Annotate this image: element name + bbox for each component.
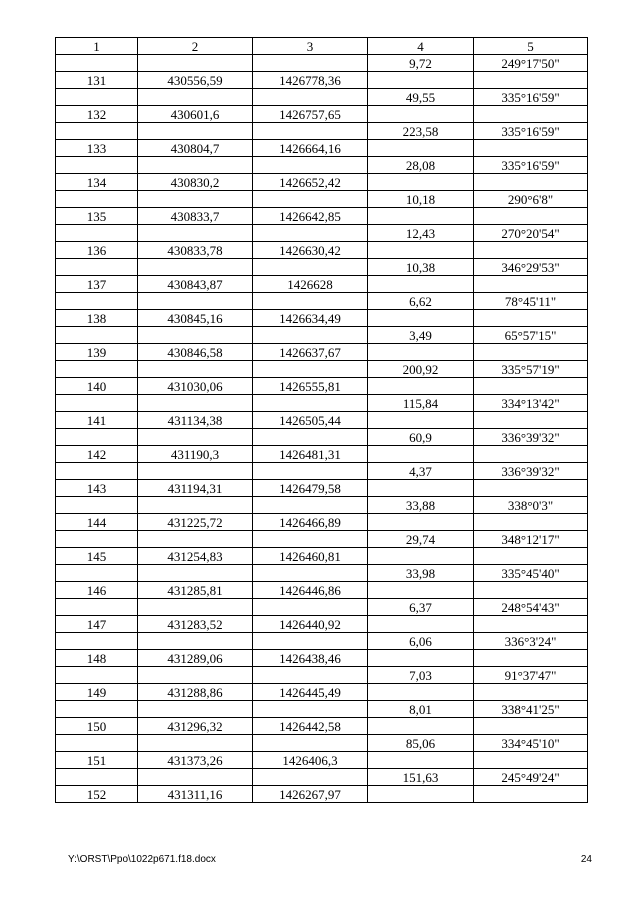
table-cell: 133 [56, 140, 138, 157]
table-cell: 431283,52 [138, 616, 253, 633]
table-cell [253, 89, 368, 106]
table-cell: 135 [56, 208, 138, 225]
table-cell [253, 395, 368, 412]
table-cell: 1426634,49 [253, 310, 368, 327]
header-cell: 3 [253, 38, 368, 55]
table-cell [138, 123, 253, 140]
table-cell [56, 463, 138, 480]
table-cell: 338°0'3" [474, 497, 588, 514]
table-cell [474, 582, 588, 599]
coordinates-table [55, 37, 588, 803]
table-cell: 430601,6 [138, 106, 253, 123]
table-cell [253, 429, 368, 446]
table-cell [138, 497, 253, 514]
table-cell [138, 225, 253, 242]
table-cell [368, 242, 474, 259]
table-row [56, 463, 588, 480]
table-cell [368, 72, 474, 89]
table-cell: 1426446,86 [253, 582, 368, 599]
table-cell [474, 276, 588, 293]
table-cell [253, 463, 368, 480]
table-cell [138, 327, 253, 344]
table-cell [368, 208, 474, 225]
table-cell [56, 667, 138, 684]
table-cell: 134 [56, 174, 138, 191]
table-cell: 143 [56, 480, 138, 497]
table-cell [138, 531, 253, 548]
table-cell [253, 633, 368, 650]
table-cell: 142 [56, 446, 138, 463]
table-cell [253, 123, 368, 140]
table-cell: 431030,06 [138, 378, 253, 395]
table-row [56, 446, 588, 463]
table-row [56, 395, 588, 412]
table-cell [138, 191, 253, 208]
table-cell [368, 310, 474, 327]
table-cell: 78°45'11" [474, 293, 588, 310]
table-cell: 33,88 [368, 497, 474, 514]
table-cell: 1426440,92 [253, 616, 368, 633]
table-row [56, 497, 588, 514]
table-cell [253, 293, 368, 310]
table-cell [56, 225, 138, 242]
table-row [56, 191, 588, 208]
table-cell: 137 [56, 276, 138, 293]
table-cell: 1426630,42 [253, 242, 368, 259]
table-row [56, 769, 588, 786]
table-row [56, 378, 588, 395]
table-row [56, 429, 588, 446]
table-cell [474, 242, 588, 259]
table-row [56, 276, 588, 293]
table-row [56, 361, 588, 378]
table-cell [474, 344, 588, 361]
table-row [56, 208, 588, 225]
footer-file-path: Y:\ORST\Ppo\1022p671.f18.docx [68, 854, 216, 865]
table-cell [253, 327, 368, 344]
table-cell: 1426466,89 [253, 514, 368, 531]
table-cell [138, 293, 253, 310]
table-cell [368, 446, 474, 463]
table-cell: 431288,86 [138, 684, 253, 701]
table-cell [368, 752, 474, 769]
table-row [56, 752, 588, 769]
table-cell [474, 412, 588, 429]
table-cell [368, 650, 474, 667]
table-cell [368, 378, 474, 395]
table-cell: 335°16'59" [474, 157, 588, 174]
table-cell [368, 514, 474, 531]
table-cell [253, 361, 368, 378]
table-cell: 335°16'59" [474, 123, 588, 140]
table-cell [474, 650, 588, 667]
table-cell [56, 429, 138, 446]
table-cell: 431254,83 [138, 548, 253, 565]
table-cell: 10,38 [368, 259, 474, 276]
table-cell [253, 599, 368, 616]
table-cell [138, 667, 253, 684]
table-cell: 147 [56, 616, 138, 633]
table-cell: 430845,16 [138, 310, 253, 327]
table-cell: 430804,7 [138, 140, 253, 157]
header-cell: 1 [56, 38, 138, 55]
table-cell [138, 89, 253, 106]
table-cell [368, 786, 474, 803]
header-cell: 4 [368, 38, 474, 55]
table-cell: 150 [56, 718, 138, 735]
table-cell [368, 616, 474, 633]
table-row [56, 684, 588, 701]
table-cell [253, 565, 368, 582]
table-cell [474, 106, 588, 123]
table-cell: 65°57'15" [474, 327, 588, 344]
table-cell: 223,58 [368, 123, 474, 140]
table-cell [56, 123, 138, 140]
table-cell [253, 55, 368, 72]
table-row [56, 531, 588, 548]
table-cell: 430846,58 [138, 344, 253, 361]
table-cell: 141 [56, 412, 138, 429]
table-row [56, 718, 588, 735]
table-row [56, 701, 588, 718]
table-cell: 49,55 [368, 89, 474, 106]
table-cell: 152 [56, 786, 138, 803]
table-cell [474, 378, 588, 395]
table-cell: 136 [56, 242, 138, 259]
table-cell [138, 599, 253, 616]
table-cell [56, 55, 138, 72]
table-cell: 290°6'8" [474, 191, 588, 208]
table-cell: 1426442,58 [253, 718, 368, 735]
table-cell: 10,18 [368, 191, 474, 208]
table-cell: 1426664,16 [253, 140, 368, 157]
table-cell [474, 72, 588, 89]
table-cell [368, 548, 474, 565]
table-row [56, 582, 588, 599]
table-cell [474, 684, 588, 701]
table-cell [56, 565, 138, 582]
table-cell: 6,06 [368, 633, 474, 650]
table-cell: 430833,78 [138, 242, 253, 259]
table-cell: 430830,2 [138, 174, 253, 191]
table-cell: 1426637,67 [253, 344, 368, 361]
table-cell [474, 446, 588, 463]
table-cell: 1426479,58 [253, 480, 368, 497]
table-cell: 6,62 [368, 293, 474, 310]
table-cell: 140 [56, 378, 138, 395]
table-cell [368, 412, 474, 429]
table-cell: 348°12'17" [474, 531, 588, 548]
table-row [56, 157, 588, 174]
table-cell: 248°54'43" [474, 599, 588, 616]
table-row [56, 327, 588, 344]
table-cell: 6,37 [368, 599, 474, 616]
table-row [56, 565, 588, 582]
table-row [56, 650, 588, 667]
table-cell [474, 310, 588, 327]
table-row [56, 480, 588, 497]
table-cell [253, 157, 368, 174]
table-cell [138, 259, 253, 276]
table-cell: 335°57'19" [474, 361, 588, 378]
table-cell [368, 106, 474, 123]
table-cell [56, 259, 138, 276]
table-cell: 1426460,81 [253, 548, 368, 565]
table-cell: 85,06 [368, 735, 474, 752]
table-cell: 430843,87 [138, 276, 253, 293]
table-cell: 151,63 [368, 769, 474, 786]
table-cell: 270°20'54" [474, 225, 588, 242]
table-cell [368, 344, 474, 361]
table-cell [474, 786, 588, 803]
table-row [56, 123, 588, 140]
table-cell: 9,72 [368, 55, 474, 72]
table-cell: 7,03 [368, 667, 474, 684]
table-cell: 151 [56, 752, 138, 769]
table-cell: 335°45'40" [474, 565, 588, 582]
table-cell [56, 361, 138, 378]
table-cell: 336°39'32" [474, 463, 588, 480]
table-row [56, 140, 588, 157]
table-cell [56, 89, 138, 106]
table-row [56, 242, 588, 259]
table-cell [138, 361, 253, 378]
table-row [56, 106, 588, 123]
table-cell [474, 140, 588, 157]
table-cell [253, 497, 368, 514]
table-row [56, 310, 588, 327]
table-cell: 431296,32 [138, 718, 253, 735]
table-cell: 431225,72 [138, 514, 253, 531]
table-cell: 139 [56, 344, 138, 361]
table-cell [368, 582, 474, 599]
table-cell: 200,92 [368, 361, 474, 378]
table-cell [138, 463, 253, 480]
table-cell [138, 55, 253, 72]
table-cell [368, 174, 474, 191]
table-row [56, 293, 588, 310]
table-cell: 249°17'50" [474, 55, 588, 72]
table-cell: 336°3'24" [474, 633, 588, 650]
table-row [56, 72, 588, 89]
table-cell [56, 701, 138, 718]
table-cell [138, 157, 253, 174]
table-cell: 431373,26 [138, 752, 253, 769]
table-cell [56, 157, 138, 174]
table-cell: 1426505,44 [253, 412, 368, 429]
table-cell: 1426642,85 [253, 208, 368, 225]
table-row [56, 548, 588, 565]
table-cell: 33,98 [368, 565, 474, 582]
footer-page-number: 24 [580, 854, 592, 865]
table-cell [253, 531, 368, 548]
table-row [56, 89, 588, 106]
table-cell: 431311,16 [138, 786, 253, 803]
table-cell: 431285,81 [138, 582, 253, 599]
table-cell: 12,43 [368, 225, 474, 242]
table-header-row [56, 38, 588, 55]
table-cell: 1426628 [253, 276, 368, 293]
table-cell [368, 718, 474, 735]
table-cell [253, 225, 368, 242]
table-cell: 131 [56, 72, 138, 89]
table-cell [138, 565, 253, 582]
table-cell [138, 769, 253, 786]
table-cell [56, 327, 138, 344]
table-row [56, 174, 588, 191]
table-row [56, 259, 588, 276]
table-cell: 1426481,31 [253, 446, 368, 463]
table-cell: 132 [56, 106, 138, 123]
table-cell: 1426438,46 [253, 650, 368, 667]
table-cell: 149 [56, 684, 138, 701]
table-cell [474, 752, 588, 769]
table-cell [56, 599, 138, 616]
table-row [56, 667, 588, 684]
table-cell: 29,74 [368, 531, 474, 548]
table-cell [138, 429, 253, 446]
table-cell [368, 140, 474, 157]
table-row [56, 412, 588, 429]
table-cell: 144 [56, 514, 138, 531]
table-cell: 1426652,42 [253, 174, 368, 191]
table-cell: 431134,38 [138, 412, 253, 429]
table-cell [253, 701, 368, 718]
table-row [56, 616, 588, 633]
table-cell [138, 735, 253, 752]
table-cell: 430556,59 [138, 72, 253, 89]
header-cell: 5 [474, 38, 588, 55]
table-cell [474, 174, 588, 191]
table-cell [474, 718, 588, 735]
table-cell [56, 769, 138, 786]
table-cell: 1426555,81 [253, 378, 368, 395]
table-cell [56, 191, 138, 208]
table-row [56, 55, 588, 72]
table-cell: 431190,3 [138, 446, 253, 463]
table-cell: 3,49 [368, 327, 474, 344]
table-row [56, 633, 588, 650]
table-cell: 60,9 [368, 429, 474, 446]
table-row [56, 599, 588, 616]
table-cell: 8,01 [368, 701, 474, 718]
table-cell [368, 684, 474, 701]
table-cell: 1426778,36 [253, 72, 368, 89]
table-cell: 335°16'59" [474, 89, 588, 106]
table-cell [138, 395, 253, 412]
table-cell: 145 [56, 548, 138, 565]
table-cell [474, 480, 588, 497]
table-cell: 334°45'10" [474, 735, 588, 752]
table-cell: 148 [56, 650, 138, 667]
table-cell [56, 531, 138, 548]
table-cell: 1426267,97 [253, 786, 368, 803]
table-body [56, 55, 588, 803]
table-cell [56, 633, 138, 650]
table-row [56, 514, 588, 531]
table-cell: 431194,31 [138, 480, 253, 497]
table-cell [253, 769, 368, 786]
table-cell [56, 497, 138, 514]
table-cell [138, 701, 253, 718]
table-cell [368, 480, 474, 497]
table-cell: 138 [56, 310, 138, 327]
table-cell [474, 616, 588, 633]
table-cell: 334°13'42" [474, 395, 588, 412]
table-cell [474, 514, 588, 531]
table-cell: 4,37 [368, 463, 474, 480]
table-cell [253, 667, 368, 684]
table-cell: 245°49'24" [474, 769, 588, 786]
table-cell [253, 735, 368, 752]
table-cell [56, 293, 138, 310]
table-cell [474, 548, 588, 565]
table-cell: 28,08 [368, 157, 474, 174]
table-cell [56, 395, 138, 412]
table-cell: 338°41'25" [474, 701, 588, 718]
header-cell: 2 [138, 38, 253, 55]
table-cell [368, 276, 474, 293]
table-cell: 115,84 [368, 395, 474, 412]
table-cell: 336°39'32" [474, 429, 588, 446]
table-row [56, 344, 588, 361]
table-row [56, 735, 588, 752]
table-cell: 1426757,65 [253, 106, 368, 123]
table-cell: 91°37'47" [474, 667, 588, 684]
table-cell [253, 259, 368, 276]
table-cell [474, 208, 588, 225]
table-cell: 1426406,3 [253, 752, 368, 769]
table-cell: 146 [56, 582, 138, 599]
table-cell: 1426445,49 [253, 684, 368, 701]
table-cell: 430833,7 [138, 208, 253, 225]
table-cell: 346°29'53" [474, 259, 588, 276]
table-row [56, 786, 588, 803]
table-cell [138, 633, 253, 650]
table-cell [253, 191, 368, 208]
table-cell [56, 735, 138, 752]
table-row [56, 225, 588, 242]
table-cell: 431289,06 [138, 650, 253, 667]
